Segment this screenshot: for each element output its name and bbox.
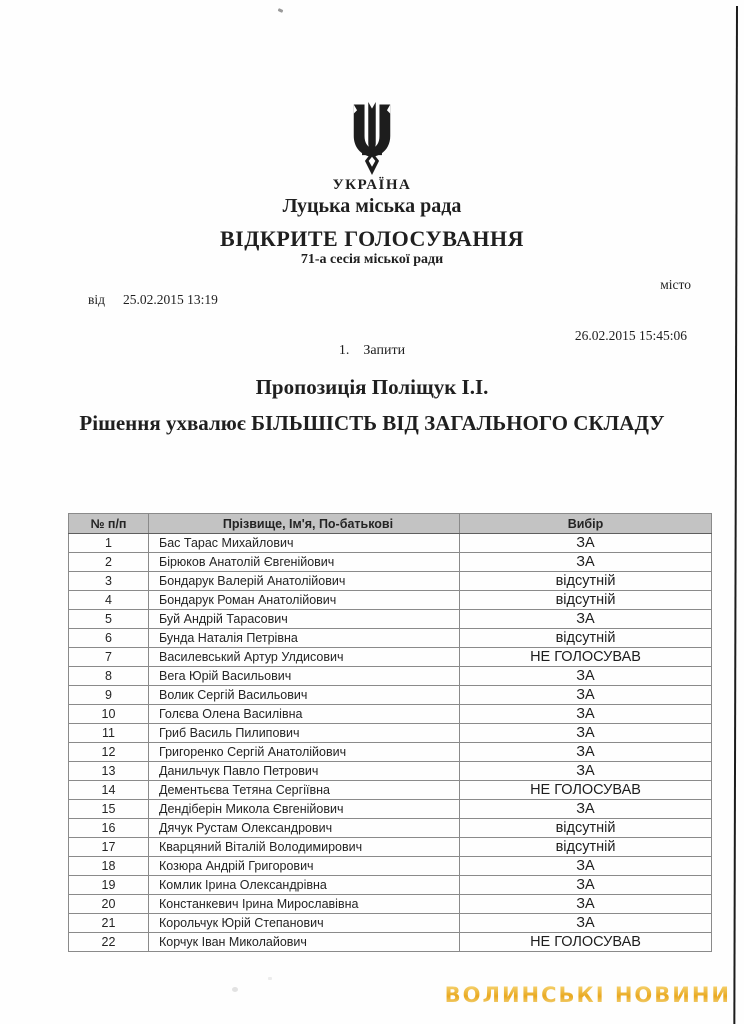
vote-choice: ЗА: [460, 914, 712, 933]
vote-choice: ЗА: [460, 553, 712, 572]
row-number: 5: [69, 610, 149, 629]
proposal-title: Пропозиція Поліщук І.І.: [255, 375, 489, 399]
row-number: 19: [69, 876, 149, 895]
deputy-name: Данильчук Павло Петрович: [149, 762, 460, 781]
vote-choice: ЗА: [460, 705, 712, 724]
vote-choice: відсутній: [460, 819, 712, 838]
vote-choice: відсутній: [460, 591, 712, 610]
row-number: 6: [69, 629, 149, 648]
table-row: [69, 648, 712, 667]
row-number: 2: [69, 553, 149, 572]
scan-speck: [268, 977, 272, 980]
table-row: [69, 667, 712, 686]
table-header-row: [69, 514, 712, 534]
row-number: 18: [69, 857, 149, 876]
voting-table: [68, 513, 688, 952]
table-row: [69, 800, 712, 819]
deputy-name: Гриб Василь Пилипович: [149, 724, 460, 743]
vote-choice: ЗА: [460, 667, 712, 686]
table-row: [69, 553, 712, 572]
session-subtitle: 71-а сесія міської ради: [300, 252, 444, 267]
row-number: 1: [69, 534, 149, 553]
decision-rule: Рішення ухвалює БІЛЬШІСТЬ ВІД ЗАГАЛЬНОГО СКЛАДУ: [79, 411, 665, 435]
deputy-name: Корольчук Юрій Степанович: [149, 914, 460, 933]
table-row: [69, 857, 712, 876]
vote-choice: відсутній: [460, 572, 712, 591]
vote-choice: НЕ ГОЛОСУВАВ: [460, 781, 712, 800]
row-number: 4: [69, 591, 149, 610]
table-row: [69, 838, 712, 857]
agenda-number: 1.: [338, 343, 350, 358]
column-header-vote: Вибір: [460, 514, 712, 534]
vote-choice: відсутній: [460, 629, 712, 648]
deputy-name: Кварцяний Віталій Володимирович: [149, 838, 460, 857]
vote-choice: НЕ ГОЛОСУВАВ: [460, 648, 712, 667]
table-row: [69, 705, 712, 724]
vote-choice: ЗА: [460, 534, 712, 553]
document-title: ВІДКРИТЕ ГОЛОСУВАННЯ: [220, 226, 524, 251]
deputy-name: Дячук Рустам Олександрович: [149, 819, 460, 838]
deputy-name: Волик Сергій Васильович: [149, 686, 460, 705]
vote-choice: ЗА: [460, 895, 712, 914]
session-date-line: [88, 292, 218, 308]
vote-choice: ЗА: [460, 686, 712, 705]
deputy-name: Голєва Олена Василівна: [149, 705, 460, 724]
deputy-name: Козюра Андрій Григорович: [149, 857, 460, 876]
from-label: від: [88, 292, 105, 307]
deputy-name: Вега Юрій Васильович: [149, 667, 460, 686]
row-number: 11: [69, 724, 149, 743]
table-row: [69, 781, 712, 800]
vote-choice: ЗА: [460, 724, 712, 743]
deputy-name: Григоренко Сергій Анатолійович: [149, 743, 460, 762]
row-number: 17: [69, 838, 149, 857]
row-number: 9: [69, 686, 149, 705]
deputy-name: Корчук Іван Миколайович: [149, 933, 460, 952]
scan-edge-line: [733, 6, 738, 1024]
table-row: [69, 933, 712, 952]
vote-choice: відсутній: [460, 838, 712, 857]
table-row: [69, 534, 712, 553]
table-row: [69, 914, 712, 933]
row-number: 16: [69, 819, 149, 838]
row-number: 14: [69, 781, 149, 800]
scan-speck: [232, 987, 238, 992]
row-number: 10: [69, 705, 149, 724]
scan-speck: [278, 8, 284, 13]
row-number: 12: [69, 743, 149, 762]
session-datetime: 25.02.2015 13:19: [123, 292, 218, 307]
row-number: 13: [69, 762, 149, 781]
deputy-name: Дементьєва Тетяна Сергіївна: [149, 781, 460, 800]
table-row: [69, 629, 712, 648]
table-row: [69, 743, 712, 762]
deputy-name: Бунда Наталія Петрівна: [149, 629, 460, 648]
table-row: [69, 686, 712, 705]
column-header-number: № п/п: [69, 514, 149, 534]
deputy-name: Дендіберін Микола Євгенійович: [149, 800, 460, 819]
council-name: Луцька міська рада: [282, 195, 462, 217]
deputy-name: Констанкевич Ірина Мирославівна: [149, 895, 460, 914]
deputy-name: Комлик Ірина Олександрівна: [149, 876, 460, 895]
column-header-name: Прізвище, Ім'я, По-батькові: [149, 514, 460, 534]
table-row: [69, 895, 712, 914]
vote-choice: ЗА: [460, 876, 712, 895]
row-number: 21: [69, 914, 149, 933]
row-number: 15: [69, 800, 149, 819]
vote-choice: ЗА: [460, 857, 712, 876]
table-row: [69, 591, 712, 610]
deputy-name: Бондарук Роман Анатолійович: [149, 591, 460, 610]
table-row: [69, 724, 712, 743]
row-number: 22: [69, 933, 149, 952]
vote-choice: ЗА: [460, 762, 712, 781]
place-label: місто: [660, 277, 691, 292]
row-number: 20: [69, 895, 149, 914]
row-number: 8: [69, 667, 149, 686]
agenda-line: [0, 343, 744, 359]
vote-choice: ЗА: [460, 743, 712, 762]
table-row: [69, 610, 712, 629]
deputy-name: Бас Тарас Михайлович: [149, 534, 460, 553]
vote-choice: ЗА: [460, 610, 712, 629]
table-row: [69, 762, 712, 781]
news-watermark: ВОЛИНСЬКІ НОВИНИ: [444, 983, 731, 1007]
row-number: 7: [69, 648, 149, 667]
table-row: [69, 572, 712, 591]
table-row: [69, 876, 712, 895]
deputy-name: Буй Андрій Тарасович: [149, 610, 460, 629]
country-name: УКРАЇНА: [332, 177, 412, 193]
row-number: 3: [69, 572, 149, 591]
print-datetime: 26.02.2015 15:45:06: [574, 328, 687, 343]
deputy-name: Бірюков Анатолій Євгенійович: [149, 553, 460, 572]
table-row: [69, 819, 712, 838]
vote-choice: ЗА: [460, 800, 712, 819]
vote-choice: НЕ ГОЛОСУВАВ: [460, 933, 712, 952]
deputy-name: Бондарук Валерій Анатолійович: [149, 572, 460, 591]
ukraine-trident-icon: [347, 102, 397, 180]
deputy-name: Василевський Артур Улдисович: [149, 648, 460, 667]
agenda-title: Запити: [363, 343, 406, 358]
